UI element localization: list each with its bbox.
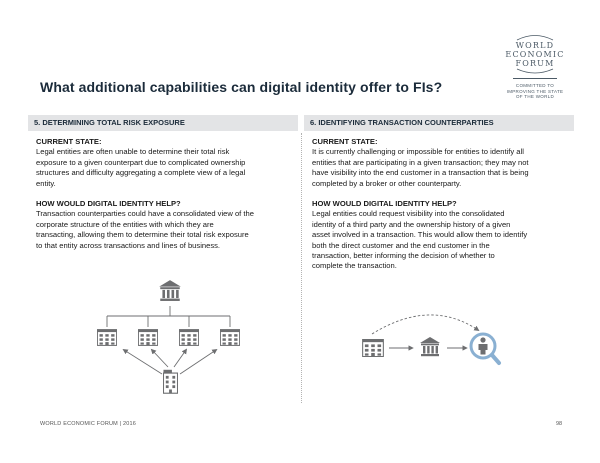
logo-tagline-1: COMMITTED TO <box>515 83 555 88</box>
right-help-heading: HOW WOULD DIGITAL IDENTITY HELP? <box>312 199 457 209</box>
office-building-icon <box>97 330 116 346</box>
page-title: What additional capabilities can digital identity offer to FIs? <box>40 79 443 95</box>
logo-tagline-2: IMPROVING THE STATE <box>506 88 564 94</box>
office-building-icon <box>179 330 198 346</box>
office-building-icon <box>220 330 239 346</box>
right-help-line: Legal entities could request visibility into the consolidated <box>312 209 505 219</box>
logo-line-2: ECONOMIC <box>505 50 565 59</box>
arrow-line <box>152 350 168 367</box>
footer-source: WORLD ECONOMIC FORUM | 2016 <box>40 421 137 427</box>
page-number: 98 <box>556 421 563 427</box>
office-building-icon <box>363 339 384 356</box>
left-help-line: transacting, allowing them to determine their total risk exposure <box>36 230 249 240</box>
left-current-state-line: structures and difficulty aggregating a complete view of a legal <box>36 168 246 178</box>
right-current-state-line: It is currently challenging or impossible for entities to identify all <box>312 147 524 157</box>
section-header-counterparties: 6. IDENTIFYING TRANSACTION COUNTERPARTIES <box>304 115 574 131</box>
office-building-icon <box>138 330 157 346</box>
right-current-state-line: have visibility into the end customer in a transaction that is being <box>312 168 529 178</box>
logo-line-3: FORUM <box>515 59 555 68</box>
arrow-line <box>174 350 186 367</box>
right-help-line: asset involved in a transaction. This would allow them to identify <box>312 230 528 240</box>
right-help-line: complete the transaction. <box>312 261 397 271</box>
tower-building-icon <box>163 370 177 393</box>
right-help-line: both the direct customer and the end customer in the <box>312 240 490 250</box>
left-current-state-line: entity. <box>36 178 56 188</box>
section-header-risk-exposure: 5. DETERMINING TOTAL RISK EXPOSURE <box>28 115 298 131</box>
left-current-state-line: Legal entities are often unable to determine their total risk <box>36 147 230 157</box>
logo-line-1: WORLD <box>515 41 555 50</box>
left-help-heading: HOW WOULD DIGITAL IDENTITY HELP? <box>36 199 181 209</box>
bank-icon <box>420 337 440 356</box>
left-help-line: to that entity across transactions and lines of business. <box>36 240 221 250</box>
right-current-state-line: entities that are participating in a given transaction; they may not <box>312 157 529 167</box>
right-current-state-heading: CURRENT STATE: <box>312 137 378 146</box>
arrow-line <box>180 350 216 374</box>
left-current-state-line: exposure to a given counterpart due to complicated ownership <box>36 157 246 167</box>
right-help-line: transaction, better informing the decision of whether to <box>312 251 495 261</box>
left-help-line: corporate structure of the entities with which they are <box>36 219 214 229</box>
arrow-line <box>124 350 162 374</box>
dashed-arc-arrow <box>372 315 478 334</box>
left-current-state-heading: CURRENT STATE: <box>36 137 102 146</box>
left-help-line: Transaction counterparties could have a consolidated view of the <box>36 209 254 219</box>
logo-tagline-3: OF THE WORLD <box>515 94 555 99</box>
bank-icon <box>159 280 181 301</box>
right-help-line: identity of a third party and the ownership history of a given <box>312 219 511 229</box>
right-current-state-line: completed by a broker or other counterparty. <box>312 178 462 188</box>
